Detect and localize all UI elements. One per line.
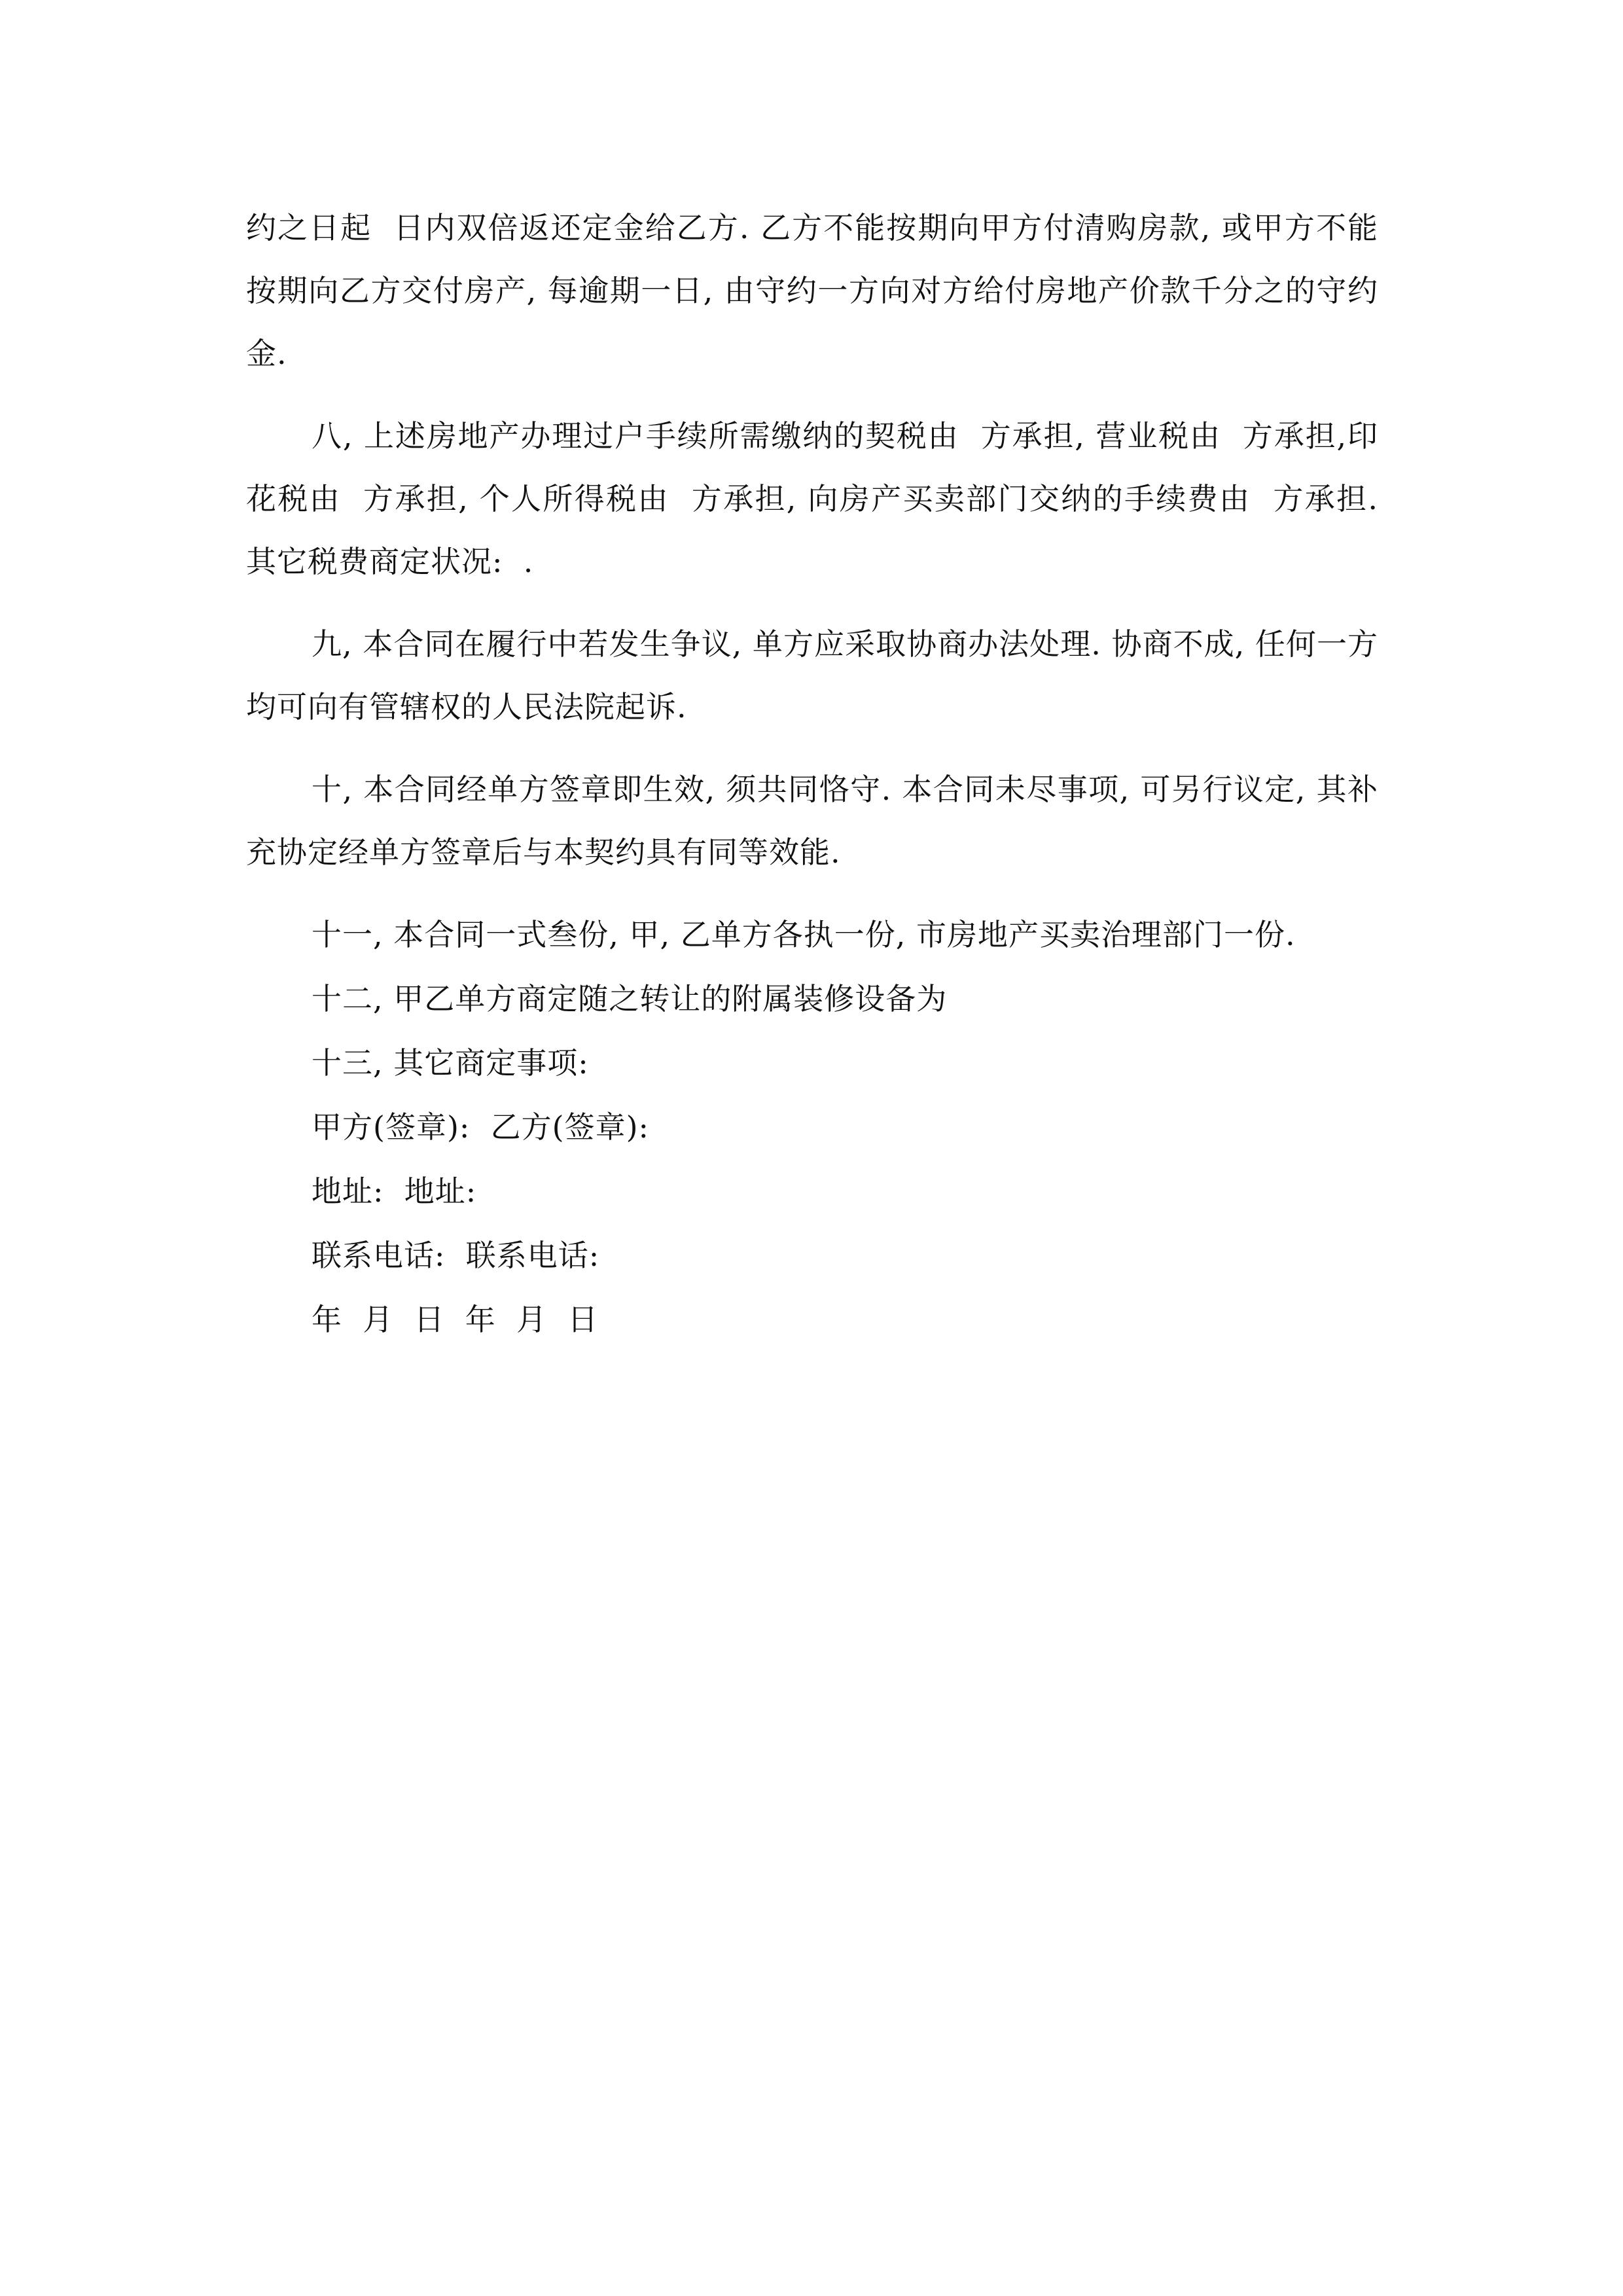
paragraph-clause-8: 八, 上述房地产办理过户手续所需缴纳的契税由 方承担, 营业税由 方承担,印花税由 方承担, 个人所得税由 方承担, 向房产买卖部门交纳的手续费由 方承担. 其它税费商定状况: .: [246, 418, 1389, 579]
signature-line: 甲方(签章): 乙方(签章):: [312, 1109, 650, 1145]
paragraph-clause-10: 十, 本合同经单方签章即生效, 须共同恪守. 本合同未尽事项, 可另行议定, 其补充协定经单方签章后与本契约具有同等效能.: [246, 772, 1378, 870]
line-clause-13: 十三, 其它商定事项:: [312, 1045, 589, 1081]
paragraph-continuation: 约之日起 日内双倍返还定金给乙方. 乙方不能按期向甲方付清购房款, 或甲方不能按期向乙方交付房产, 每逾期一日, 由守约一方向对方给付房地产价款千分之的守约金.: [246, 210, 1378, 371]
contract-body: [246, 196, 1389, 1352]
date-line: 年 月 日 年 月 日: [312, 1302, 599, 1337]
line-clause-12: 十二, 甲乙单方商定随之转让的附属装修设备为: [312, 981, 948, 1016]
line-clause-11: 十一, 本合同一式叁份, 甲, 乙单方各执一份, 市房地产买卖治理部门一份.: [312, 917, 1296, 952]
address-line: 地址: 地址:: [312, 1174, 477, 1209]
paragraph-clause-9: 九, 本合同在履行中若发生争议, 单方应采取协商办法处理. 协商不成, 任何一方均可向有管辖权的人民法院起诉.: [246, 626, 1378, 725]
phone-line: 联系电话: 联系电话:: [312, 1238, 600, 1273]
